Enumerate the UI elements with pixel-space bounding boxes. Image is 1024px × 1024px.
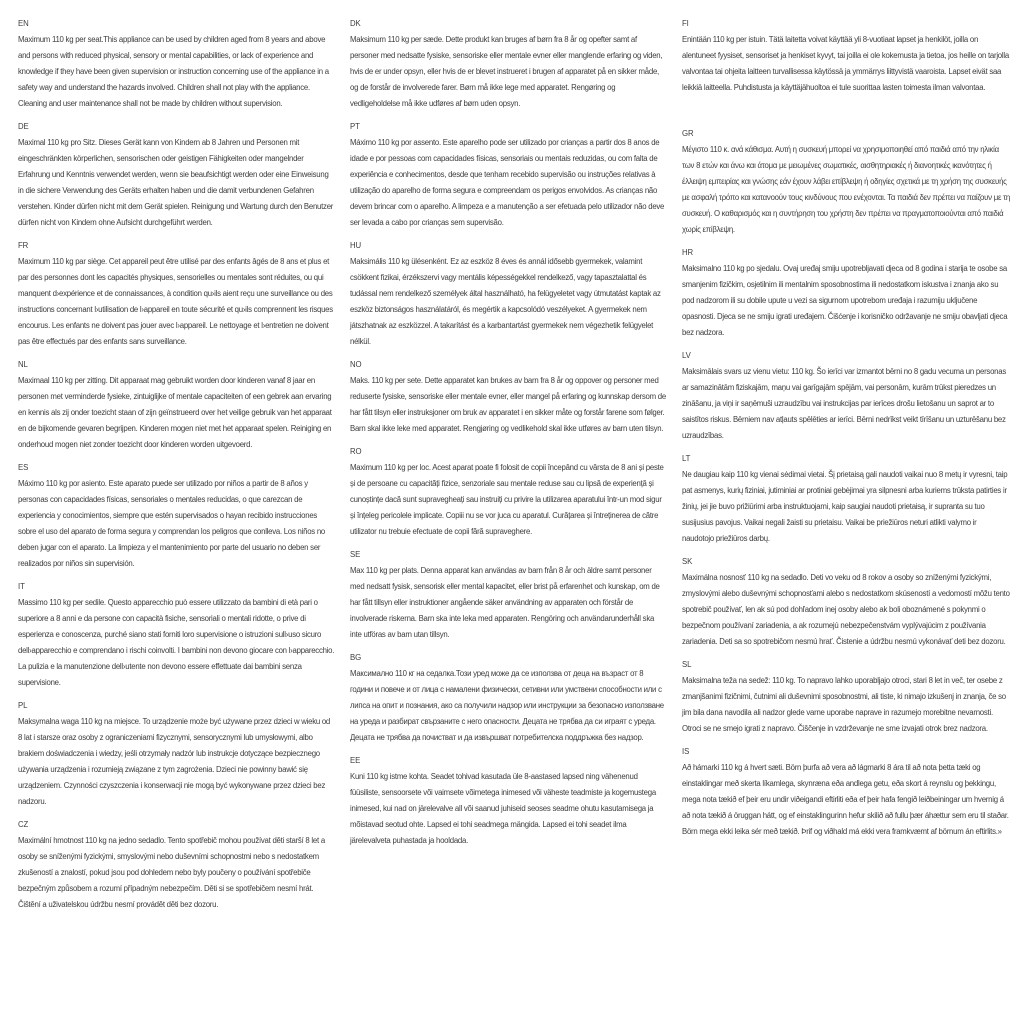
language-code-label: RO xyxy=(350,447,362,456)
language-code-label: ES xyxy=(18,463,29,472)
language-instruction-text: Kuni 110 kg istme kohta. Seadet tohivad kasutada üle 8-aastased lapsed ning vähenenud füüsiliste, sensoorsete või vaimsete võimetega inimesed või väheste teadmiste ja kogemustega inimesed, kui nad on järelevalve all või saanud juhiseid seoses seadme ohutu kasutamisega ja mõistavad seotud ohte. Lapsed ei tohi seadmega mängida. Lapsed ei tohi seadet ilma järelevalveta puhastada ja hooldada. xyxy=(350,772,656,845)
language-code-label: LT xyxy=(682,454,691,463)
language-code-label: EE xyxy=(350,756,361,765)
language-block-lv xyxy=(682,348,1010,444)
language-block-ro xyxy=(350,444,667,540)
language-block-pt xyxy=(350,119,667,231)
language-code-label: PT xyxy=(350,122,360,131)
language-block-es xyxy=(18,460,336,572)
language-block-cz xyxy=(18,817,336,913)
language-instruction-text: Maximal 110 kg pro Sitz. Dieses Gerät kann von Kindern ab 8 Jahren und Personen mit eingeschränkten körperlichen, sensorischen oder geistigen Fähigkeiten oder mangelnder Erfahrung und Kenntnis verwendet werden, wenn sie beaufsichtigt werden oder eine Einweisung in die sichere Verwendung des Geräts erhalten haben und die damit verbundenen Gefahren verstehen. Kinder dürfen nicht mit dem Gerät spielen. Reinigung und Wartung durch den Benutzer dürfen nicht von Kindern ohne Aufsicht durchgeführt werden. xyxy=(18,138,334,227)
language-instruction-text: Maximum 110 kg per loc. Acest aparat poate fi folosit de copii începând cu vârsta de 8 ani și peste și de persoane cu capacități fizice, senzoriale sau mentale reduse sau cu lipsă de experiență și cunoștințe dacă sunt supravegheați sau instruiți cu privire la utilizarea aparatului într-un mod sigur și înțeleg pericolele implicate. Copiii nu se vor juca cu aparatul. Curățarea și întreținerea de către utilizator nu trebuie efectuate de copii fără supraveghere. xyxy=(350,463,664,536)
language-code-label: FI xyxy=(682,19,689,28)
language-code-label: CZ xyxy=(18,820,29,829)
language-instruction-text: Μέγιστο 110 κ. ανά κάθισμα. Αυτή η συσκευή μπορεί να χρησιμοποιηθεί από παιδιά από την ηλικία των 8 ετών και άνω και άτομα με μειωμένες σωματικές, αισθητηριακές ή διανοητικές ικανότητες ή έλλειψη εμπειρίας και γνώσης εάν έχουν λάβει επίβλεψη ή οδηγίες σχετικά με τη χρήση της συσκευής με ασφαλή τρόπο και κατανοούν τους κινδύνους που ενέχονται. Τα παιδιά δεν πρέπει να παίζουν με τη συσκευή. Ο καθαρισμός και η συντήρηση του χρήστη δεν πρέπει να πραγματοποιούνται από παιδιά χωρίς επίβλεψη. xyxy=(682,145,1011,234)
language-instruction-text: Máximo 110 kg por asiento. Este aparato puede ser utilizado por niños a partir de 8 años y personas con capacidades físicas, sensoriales o mentales reducidas, o que carezcan de experiencia y conocimientos, siempre que estén supervisados o hayan recibido instrucciones sobre el uso del aparato de forma segura y comprendan los peligros que conlleva. Los niños no deben jugar con el aparato. La limpieza y el mantenimiento por parte del usuario no deben ser realizados por niños sin supervisión. xyxy=(18,479,326,568)
language-instruction-text: Max 110 kg per plats. Denna apparat kan användas av barn från 8 år och äldre samt personer med nedsatt fysisk, sensorisk eller mental kapacitet, eller brist på erfarenhet och kunskap, om de har fått tillsyn eller instruktioner angående säker användning av apparaten och förstår de involverade riskerna. Barn ska inte leka med apparaten. Rengöring och användarunderhåll ska inte utföras av barn utan tillsyn. xyxy=(350,566,660,639)
language-block-lt xyxy=(682,451,1010,547)
language-instruction-text: Ne daugiau kaip 110 kg vienai sėdimai vietai. Šį prietaisą gali naudoti vaikai nuo 8 metų ir vyresni, taip pat asmenys, kurių fiziniai, jutiminiai ar protiniai gebėjimai yra silpnesni arba kuriems trūksta patirties ir žinių, jei jie buvo prižiūrimi arba instruktuojami, kaip saugiai naudoti prietaisą, ir supranta su tuo susijusius pavojus. Vaikai negali žaisti su prietaisu. Vaikai be priežiūros neturi atlikti valymo ir naudotojo priežiūros darbų. xyxy=(682,470,1008,543)
language-block-it xyxy=(18,579,336,691)
language-block-no xyxy=(350,357,667,437)
language-instruction-text: Maximální hmotnost 110 kg na jedno sedadlo. Tento spotřebič mohou používat děti starší 8 let a osoby se sníženými fyzickými, smyslovými nebo duševními schopnostmi nebo s nedostatkem zkušeností a znalostí, pokud jsou pod dohledem nebo byly poučeny o používání spotřebiče bezpečným způsobem a rozumí případným nebezpečím. Děti si se spotřebičem nesmí hrát. Čištění a uživatelskou údržbu nesmí provádět děti bez dozoru. xyxy=(18,836,325,909)
language-code-label: SL xyxy=(682,660,692,669)
language-code-label: SE xyxy=(350,550,361,559)
language-block-bg xyxy=(350,650,667,746)
language-code-label: LV xyxy=(682,351,691,360)
language-code-label: DE xyxy=(18,122,29,131)
language-block-gr xyxy=(682,126,1010,238)
language-instruction-text: Maks. 110 kg per sete. Dette apparatet kan brukes av barn fra 8 år og oppover og personer med reduserte fysiske, sensoriske eller mentale evner, eller mangel på erfaring og kunnskap dersom de har fått tilsyn eller instruksjoner om bruk av apparatet i en sikker måte og forstår farene som følger. Barn skal ikke leke med apparatet. Rengjøring og vedlikehold skal ikke utføres av barn uten tilsyn. xyxy=(350,376,666,433)
language-instruction-text: Maksimālais svars uz vienu vietu: 110 kg. Šo ierīci var izmantot bērni no 8 gadu vecuma un personas ar samazinātām fiziskajām, maņu vai garīgajām spējām, vai personām, kurām trūkst pieredzes un zināšanu, ja viņi ir saņēmuši uzraudzību vai instrukcijas par ierīces drošu lietošanu un saprot ar to saistītos riskus. Bērniem nav atļauts spēlēties ar ierīci. Bērni nedrīkst veikt tīrīšanu un uzturēšanu bez uzraudzības. xyxy=(682,367,1006,440)
language-column-3 xyxy=(682,16,1010,840)
language-block-sk xyxy=(682,554,1010,650)
language-instruction-text: Maksimalno 110 kg po sjedalu. Ovaj uređaj smiju upotrebljavati djeca od 8 godina i starija te osobe sa smanjenim fizičkim, osjetilnim ili mentalnim sposobnostima ili nedostatkom iskustva i znanja ako su pod nadzorom ili su dobile upute u vezi sa sigurnom upotrebom uređaja i razumiju uključene opasnosti. Djeca se ne smiju igrati uređajem. Čišćenje i korisničko održavanje ne smiju obavljati djeca bez nadzora. xyxy=(682,264,1008,337)
language-block-de xyxy=(18,119,336,231)
language-code-label: IT xyxy=(18,582,25,591)
language-block-en xyxy=(18,16,336,112)
language-code-label: PL xyxy=(18,701,28,710)
language-code-label: DK xyxy=(350,19,361,28)
language-instruction-text: Maksimum 110 kg per sæde. Dette produkt kan bruges af børn fra 8 år og opefter samt af personer med nedsatte fysiske, sensoriske eller mentale evner eller manglende erfaring og viden, hvis de er under opsyn, eller hvis de er blevet instrueret i brugen af apparatet på en sikker måde, og de forstår de involverede farer. Børn må ikke lege med apparatet. Rengøring og vedligeholdelse må ikke udføres af børn uden opsyn. xyxy=(350,35,663,108)
language-instruction-text: Maksimális 110 kg ülésenként. Ez az eszköz 8 éves és annál idősebb gyermekek, valamint csökkent fizikai, érzékszervi vagy mentális képességekkel rendelkező, vagy tapasztalattal és tudással nem rendelkező személyek által használható, ha felügyeletet vagy útmutatást kaptak az eszköz biztonságos használatáról, és megértik a kapcsolódó veszélyeket. A gyermekek nem játszhatnak az eszközzel. A takarítást és a karbantartást gyermekek nem végezhetik felügyelet nélkül. xyxy=(350,257,661,346)
language-code-label: EN xyxy=(18,19,29,28)
language-instruction-text: Максимално 110 кг на седалка.Този уред може да се използва от деца на възраст от 8 години и повече и от лица с намалени физически, сетивни или умствени способности или с липса на опит и познания, ако са получили надзор или инструкции за безопасно използване на уреда и разбират свързаните с него опасности. Децата не трябва да си играят с уреда. Децата не трябва да почистват и да извършват потребителска поддръжка без надзор. xyxy=(350,669,664,742)
language-instruction-text: Maximálna nosnosť 110 kg na sedadlo. Deti vo veku od 8 rokov a osoby so zníženými fyzickými, zmyslovými alebo duševnými schopnosťami alebo s nedostatkom skúseností a vedomostí môžu tento spotrebič používať, len ak sú pod dohľadom inej osoby alebo ak boli oboznámené s pokynmi o bezpečnom používaní zariadenia, a ak rozumejú nebezpečenstvám vyplývajúcim z používania zariadenia. Deti sa so spotrebičom nesmú hrať. Čistenie a údržbu nesmú vykonávať deti bez dozoru. xyxy=(682,573,1010,646)
language-block-nl xyxy=(18,357,336,453)
language-code-label: HR xyxy=(682,248,694,257)
language-instruction-text: Enintään 110 kg per istuin. Tätä laitetta voivat käyttää yli 8-vuotiaat lapset ja henkilöt, joilla on alentuneet fyysiset, sensoriset ja henkiset kyvyt, tai joilla ei ole kokemusta ja tietoa, jos heille on tarjolla valvontaa tai ohjeita laitteen turvallisessa käytössä ja ymmärrys liittyvistä vaaroista. Lapset eivät saa leikkiä laitteella. Puhdistusta ja käyttäjähuoltoa ei tule suorittaa lasten toimesta ilman valvontaa. xyxy=(682,35,1009,92)
language-instruction-text: Massimo 110 kg per sedile. Questo apparecchio può essere utilizzato da bambini di età pari o superiore a 8 anni e da persone con capacità fisiche, sensoriali o mentali ridotte, o prive di esperienza e conoscenza, purché siano stati forniti loro supervisione o istruzioni sull›uso sicuro dell›apparecchio e comprendano i rischi coinvolti. I bambini non devono giocare con l›apparecchio. La pulizia e la manutenzione dell›utente non devono essere effettuate dai bambini senza supervisione. xyxy=(18,598,335,687)
language-code-label: SK xyxy=(682,557,693,566)
language-block-hr xyxy=(682,245,1010,341)
language-instruction-text: Að hámarki 110 kg á hvert sæti. Börn þurfa að vera að lágmarki 8 ára til að nota þetta tæki og einstaklingar með skerta líkamlega, skynræna eða andlega getu, eða skort á reynslu og þekkingu, mega nota tækið ef þeir eru undir viðeigandi eftirliti eða ef þeir hafa fengið leiðbeiningar um hvernig á að nota tækið á öruggan hátt, og ef einstaklingurinn hefur skilið að fullu þær áhættur sem eru til staðar. Börn mega ekki leika sér með tækið. Þrif og viðhald má ekki vera framkvæmt af börnum án eftirlits.» xyxy=(682,763,1009,836)
language-code-label: FR xyxy=(18,241,29,250)
language-instruction-text: Maksimalna teža na sedež: 110 kg. To napravo lahko uporabljajo otroci, stari 8 let in več, ter osebe z zmanjšanimi fizičnimi, čutnimi ali duševnimi sposobnostmi, ali tiste, ki nimajo izkušenj in znanja, če so jim bila dana navodila ali nadzor glede varne uporabe naprave in razumejo morebitne nevarnosti. Otroci se ne smejo igrati z napravo. Čiščenje in vzdrževanje ne sme izvajati otrok brez nadzora. xyxy=(682,676,1006,733)
language-code-label: IS xyxy=(682,747,690,756)
language-instruction-text: Maximum 110 kg par siège. Cet appareil peut être utilisé par des enfants âgés de 8 ans et plus et par des personnes dont les capacités physiques, sensorielles ou mentales sont réduites, ou qui manquent d›expérience et de connaissances, à condition qu›ils aient reçu une surveillance ou des instructions concernant l›utilisation de l›appareil en toute sécurité et qu›ils comprennent les risques encourus. Les enfants ne doivent pas jouer avec l›appareil. Le nettoyage et l›entretien ne doivent pas être effectués par des enfants sans surveillance. xyxy=(18,257,333,346)
language-instruction-text: Maksymalna waga 110 kg na miejsce. To urządzenie może być używane przez dzieci w wieku od 8 lat i starsze oraz osoby z ograniczeniami fizycznymi, sensorycznymi lub umysłowymi, albo brakiem doświadczenia i wiedzy, jeśli otrzymały nadzór lub instrukcje dotyczące bezpiecznego używania urządzenia i rozumieją związane z tym zagrożenia. Dzieci nie powinny bawić się urządzeniem. Czynności czyszczenia i konserwacji nie mogą być wykonywane przez dzieci bez nadzoru. xyxy=(18,717,331,806)
language-column-2 xyxy=(350,16,667,849)
language-instruction-text: Maximaal 110 kg per zitting. Dit apparaat mag gebruikt worden door kinderen vanaf 8 jaar en personen met verminderde fysieke, zintuiglijke of mentale capaciteiten of een gebrek aan ervaring en kennis als zij onder toezicht staan of zijn geïnstrueerd over het veilige gebruik van het apparaat en de bijkomende gevaren begrijpen. Kinderen mogen niet met het apparaat spelen. Reiniging en onderhoud mogen niet zonder toezicht door kinderen worden uitgevoerd. xyxy=(18,376,332,449)
language-code-label: BG xyxy=(350,653,362,662)
language-block-hu xyxy=(350,238,667,350)
language-instruction-text: Máximo 110 kg por assento. Este aparelho pode ser utilizado por crianças a partir dos 8 anos de idade e por pessoas com capacidades físicas, sensoriais ou mentais reduzidas, ou com falta de experiência e conhecimentos, desde que tenham recebido supervisão ou instruções relativas à utilização do aparelho de forma segura e compreendam os perigos envolvidos. As crianças não devem brincar com o aparelho. A limpeza e a manutenção a ser efetuada pelo utilizador não deve ser levada a cabo por crianças sem supervisão. xyxy=(350,138,665,227)
language-block-fi xyxy=(682,16,1010,96)
language-code-label: GR xyxy=(682,129,694,138)
language-instruction-text: Maximum 110 kg per seat.This appliance can be used by children aged from 8 years and above and persons with reduced physical, sensory or mental capabilities, or lack of experience and knowledge if they have been given supervision or instruction concerning use of the appliance in a safety way and understand the hazards involved. Children shall not play with the appliance. Cleaning and user maintenance shall not be made by children without supervision. xyxy=(18,35,329,108)
language-column-1 xyxy=(18,16,336,913)
language-block-is xyxy=(682,744,1010,840)
language-block-ee xyxy=(350,753,667,849)
language-block-pl xyxy=(18,698,336,810)
language-code-label: HU xyxy=(350,241,362,250)
language-block-se xyxy=(350,547,667,643)
language-code-label: NO xyxy=(350,360,362,369)
language-code-label: NL xyxy=(18,360,28,369)
language-block-sl xyxy=(682,657,1010,737)
language-block-fr xyxy=(18,238,336,350)
language-block-dk xyxy=(350,16,667,112)
